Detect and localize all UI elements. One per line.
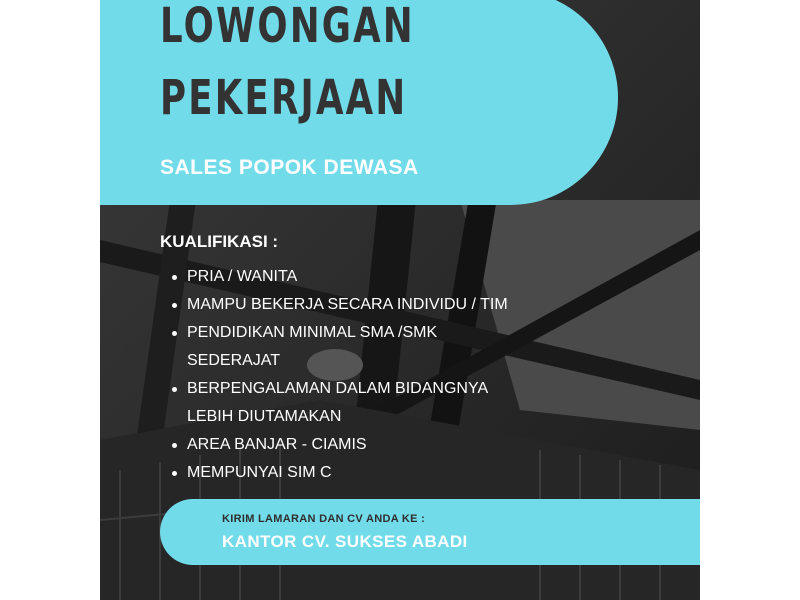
job-position-title: SALES POPOK DEWASA (160, 156, 419, 179)
qualification-item: MEMPUNYAI SIM C (170, 459, 590, 487)
qualification-item: MAMPU BEKERJA SECARA INDIVIDU / TIM (170, 291, 590, 319)
qualifications-heading: KUALIFIKASI : (160, 232, 279, 251)
headline-line-1: LOWONGAN (160, 0, 415, 54)
qualifications-list (170, 263, 590, 487)
send-application-label: KIRIM LAMARAN DAN CV ANDA KE : (222, 513, 426, 525)
job-poster (100, 0, 700, 600)
qualification-item: PENDIDIKAN MINIMAL SMA /SMK SEDERAJAT (170, 319, 487, 375)
office-name: KANTOR CV. SUKSES ABADI (222, 532, 468, 551)
qualification-item: PRIA / WANITA (170, 263, 590, 291)
qualification-item: BERPENGALAMAN DALAM BIDANGNYA LEBIH DIUTAMAKAN (170, 375, 497, 431)
headline-line-2: PEKERJAAN (160, 70, 408, 126)
qualification-item: AREA BANJAR - CIAMIS (170, 431, 590, 459)
